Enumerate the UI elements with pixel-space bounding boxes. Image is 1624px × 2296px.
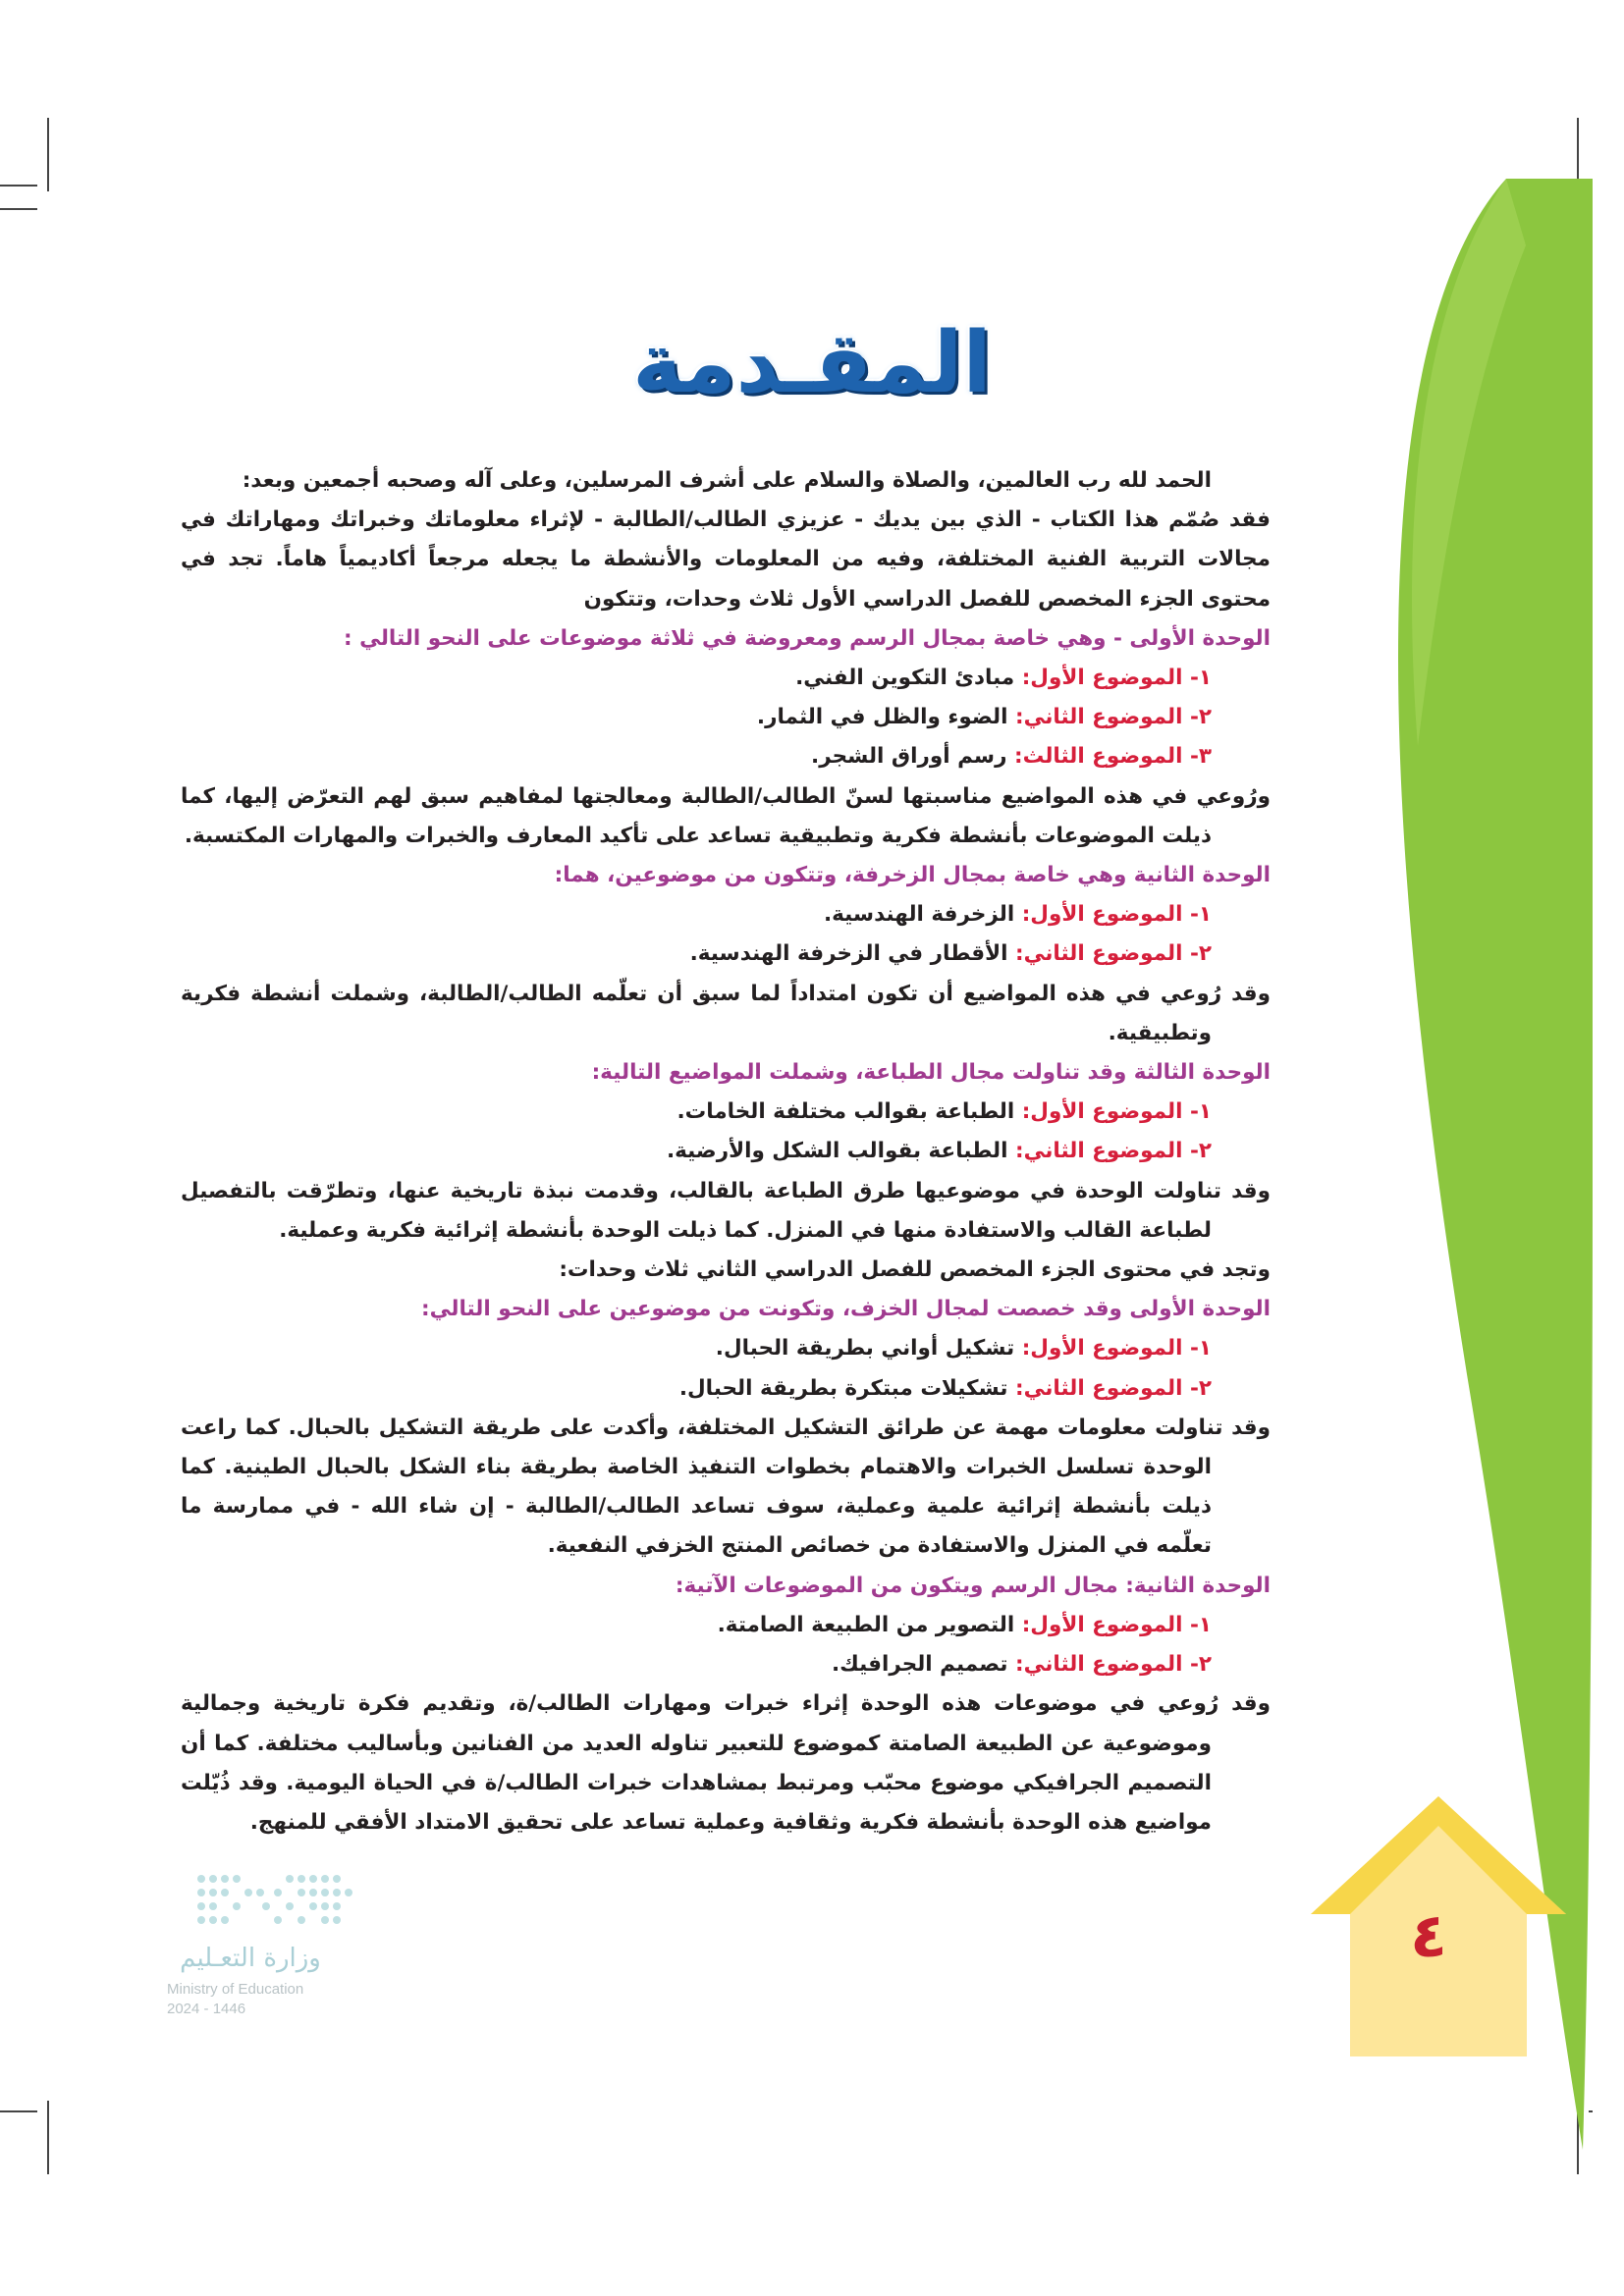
unit-note: وقد تناولت الوحدة في موضوعيها طرق الطباعة بالقالب، وقدمت نبذة تاريخية عنها، وتطرّقت بالتفصيل لطباعة القالب والاستفادة منها في المنزل. كما ذيلت الوحدة بأنشطة إثرائية فكرية وعملية. xyxy=(181,1178,1271,1243)
topic-label: ١- الموضوع الأول: xyxy=(1021,666,1212,691)
topic-text: الطباعة بقوالب الشكل والأرضية. xyxy=(666,1139,1008,1164)
unit-heading: الوحدة الثانية وهي خاصة بمجال الزخرفة، وتتكون من موضوعين، هما: xyxy=(554,863,1271,888)
topic-text: تشكيل أواني بطريقة الحبال. xyxy=(715,1336,1015,1362)
topic-label: ١- الموضوع الأول: xyxy=(1021,902,1212,928)
topic-text: الطباعة بقوالب مختلفة الخامات. xyxy=(677,1099,1015,1125)
intro-paragraph-greeting: الحمد لله رب العالمين، والصلاة والسلام على أشرف المرسلين، وعلى آله وصحبه أجمعين وبعد: xyxy=(242,468,1212,493)
topic-item xyxy=(181,1093,1271,1132)
logo-year-text: 2024 - 1446 xyxy=(167,2001,246,2017)
logo-english-text: Ministry of Education xyxy=(167,1981,304,1998)
topic-label: ١- الموضوع الأول: xyxy=(1021,1612,1212,1637)
topic-text: تشكيلات مبتكرة بطريقة الحبال. xyxy=(678,1375,1008,1401)
page-number: ٤ xyxy=(1410,1899,1447,1971)
topic-label: ٢- الموضوع الثاني: xyxy=(1014,705,1212,730)
topic-item xyxy=(181,934,1271,974)
page-title: المقـدمة xyxy=(632,314,992,412)
topic-item xyxy=(181,895,1271,934)
topic-label: ٢- الموضوع الثاني: xyxy=(1014,941,1212,967)
crop-mark xyxy=(47,2101,49,2174)
crop-mark xyxy=(47,118,49,191)
logo-arabic-text: وزارة التعـليم xyxy=(180,1944,321,1973)
topic-label: ٢- الموضوع الثاني: xyxy=(1014,1652,1212,1678)
topic-text: الضوء والظل في الثمار. xyxy=(756,705,1008,730)
unit-heading: الوحدة الثالثة وقد تناولت مجال الطباعة، وشملت المواضيع التالية: xyxy=(591,1060,1271,1086)
intro-paragraph-main: فقد صُمّم هذا الكتاب - الذي بين يديك - عزيزي الطالب/الطالبة - لإثراء معلوماتك وخبراتك ومهاراتك في مجالات التربية الفنية المختلفة، وفيه من المعلومات والأنشطة ما يجعله مرجعاً أكاديمياً هاماً. تجد في محتوى الجزء المخصص للفصل الدراسي الأول ثلاث وحدات، وتتكون xyxy=(181,507,1271,612)
topic-item xyxy=(181,1132,1271,1171)
topic-item xyxy=(181,659,1271,698)
topic-text: الأقطار في الزخرفة الهندسية. xyxy=(689,941,1008,967)
topic-text: التصوير من الطبيعة الصامتة. xyxy=(717,1612,1015,1637)
unit-heading: الوحدة الثانية: مجال الرسم ويتكون من الموضوعات الآتية: xyxy=(675,1573,1271,1598)
topic-label: ١- الموضوع الأول: xyxy=(1021,1099,1212,1125)
topic-text: الزخرفة الهندسية. xyxy=(823,902,1015,928)
topic-item xyxy=(181,1329,1271,1368)
ministry-logo xyxy=(162,1865,358,2017)
semester-two-intro: وتجد في محتوى الجزء المخصص للفصل الدراسي الثاني ثلاث وحدات: xyxy=(559,1257,1271,1283)
topic-text: رسم أوراق الشجر. xyxy=(811,744,1007,770)
topic-item xyxy=(181,698,1271,737)
topic-item xyxy=(181,1369,1271,1409)
topic-item xyxy=(181,737,1271,776)
unit-note: ورُوعي في هذه المواضيع مناسبتها لسنّ الطالب/الطالبة ومعالجتها لمفاهيم سبق لهم التعرّض إليها، كما ذيلت الموضوعات بأنشطة فكرية وتطبيقية تساعد على تأكيد المعارف والخبرات والمهارات المكتسبة. xyxy=(181,783,1271,848)
unit-note: وقد رُوعي في موضوعات هذه الوحدة إثراء خبرات ومهارات الطالب/ة، وتقديم فكرة تاريخية وجمالية وموضوعية عن الطبيعة الصامتة كموضوع للتعبير تناوله العديد من الفنانين وبأساليب مختلفة. كما أن التصميم الجرافيكي موضوع محبّب ومرتبط بمشاهدات خبرات الطالب/ة في الحياة اليومية. وقد ذُيّلت مواضيع هذه الوحدة بأنشطة فكرية وثقافية وعملية تساعد على تحقيق الامتداد الأفقي للمنهج. xyxy=(181,1691,1271,1835)
unit-note: وقد تناولت معلومات مهمة عن طرائق التشكيل المختلفة، وأكدت على طريقة التشكيل بالحبال. كما راعت الوحدة تسلسل الخبرات والاهتمام بخطوات التنفيذ الخاصة بطريقة بناء الشكل بالحبال الطينية. كما ذيلت بأنشطة إثرائية علمية وعملية، سوف تساعد الطالب/الطالبة - إن شاء الله - في ممارسة ما تعلّمه في المنزل والاستفادة من خصائص المنتج الخزفي النفعية. xyxy=(181,1415,1271,1559)
topic-text: تصميم الجرافيك. xyxy=(831,1652,1008,1678)
crop-mark xyxy=(0,185,37,187)
topic-label: ٢- الموضوع الثاني: xyxy=(1014,1139,1212,1164)
topic-text: مبادئ التكوين الفني. xyxy=(795,666,1015,691)
topic-item xyxy=(181,1606,1271,1645)
unit-heading: الوحدة الأولى - وهي خاصة بمجال الرسم ومعروضة في ثلاثة موضوعات على النحو التالي : xyxy=(344,625,1271,651)
crop-mark xyxy=(0,2110,37,2112)
logo-dots-icon xyxy=(191,1865,358,1934)
intro-text-body xyxy=(181,461,1271,1842)
crop-mark xyxy=(0,208,37,210)
topic-label: ١- الموضوع الأول: xyxy=(1021,1336,1212,1362)
unit-note: وقد رُوعي في هذه المواضيع أن تكون امتداداً لما سبق أن تعلّمه الطالب/الطالبة، وشملت أنشطة فكرية وتطبيقية. xyxy=(181,981,1271,1045)
topic-label: ٢- الموضوع الثاني: xyxy=(1014,1375,1212,1401)
unit-heading: الوحدة الأولى وقد خصصت لمجال الخزف، وتكونت من موضوعين على النحو التالي: xyxy=(421,1297,1271,1322)
topic-item xyxy=(181,1645,1271,1684)
topic-label: ٣- الموضوع الثالث: xyxy=(1013,744,1212,770)
